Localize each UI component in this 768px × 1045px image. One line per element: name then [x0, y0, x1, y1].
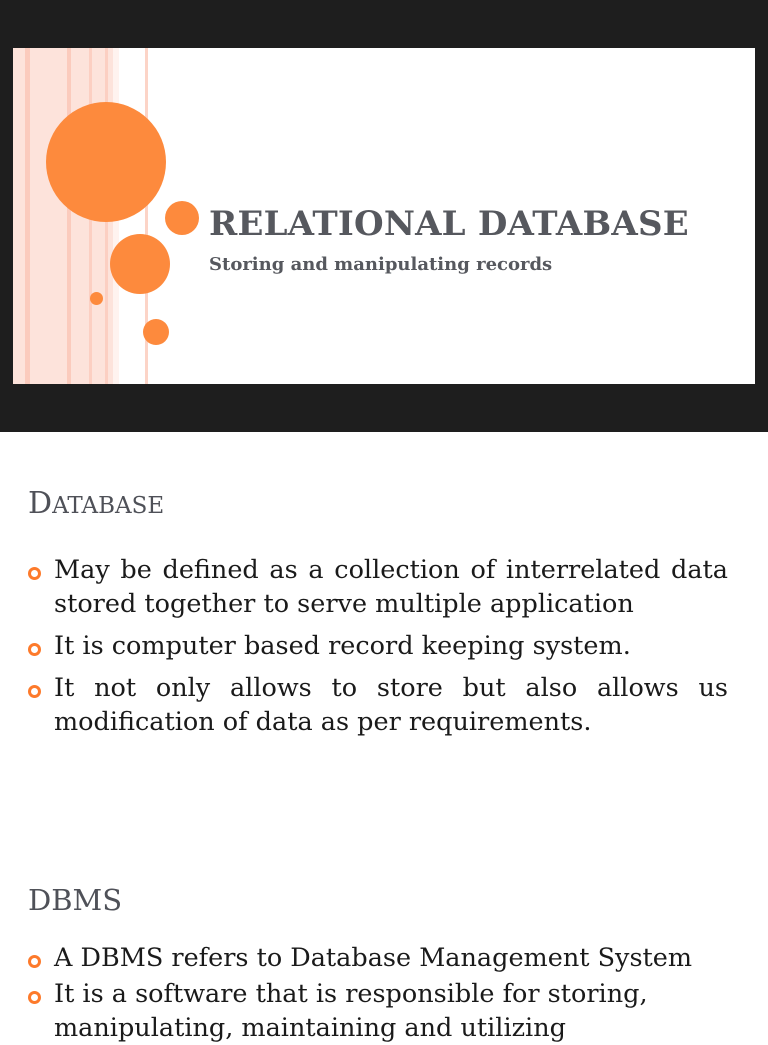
dbms-bullet-list	[0, 941, 768, 1045]
list-item	[0, 977, 768, 1045]
heading-rest: ATABASE	[52, 493, 165, 519]
decor-stripe	[67, 48, 71, 384]
decor-circle-tiny	[90, 292, 103, 305]
list-item	[0, 671, 768, 739]
list-item	[0, 941, 768, 975]
bullet-text: It is a software that is responsible for storing, manipulating, maintaining and utilizing	[54, 979, 648, 1043]
bullet-circle-icon	[28, 567, 41, 580]
bullet-circle-icon	[28, 685, 41, 698]
bullet-circle-icon	[28, 955, 41, 968]
decor-circle-small	[143, 319, 169, 345]
bullet-text: May be defined as a collection of interrelated data stored together to serve multiple application	[54, 555, 728, 619]
database-bullet-list	[0, 553, 768, 739]
bullet-circle-icon	[28, 643, 41, 656]
bullet-circle-icon	[28, 991, 41, 1004]
heading-initial: D	[28, 486, 53, 521]
database-heading	[28, 486, 164, 521]
decor-circle-large	[46, 102, 166, 222]
list-item	[0, 553, 768, 621]
dbms-heading: DBMS	[28, 883, 123, 917]
list-item	[0, 629, 768, 663]
bullet-text: It not only allows to store but also allows us modification of data as per requirements.	[54, 673, 728, 737]
decor-circle-medium	[110, 234, 170, 294]
slide-title: RELATIONAL DATABASE	[209, 204, 689, 244]
title-slide	[13, 48, 755, 384]
decor-stripe	[25, 48, 30, 384]
top-dark-band	[0, 0, 768, 432]
bullet-text: It is computer based record keeping system.	[54, 631, 631, 661]
bullet-text: A DBMS refers to Database Management System	[54, 943, 693, 973]
slide-subtitle: Storing and manipulating records	[209, 254, 553, 275]
decor-circle-small	[165, 201, 199, 235]
